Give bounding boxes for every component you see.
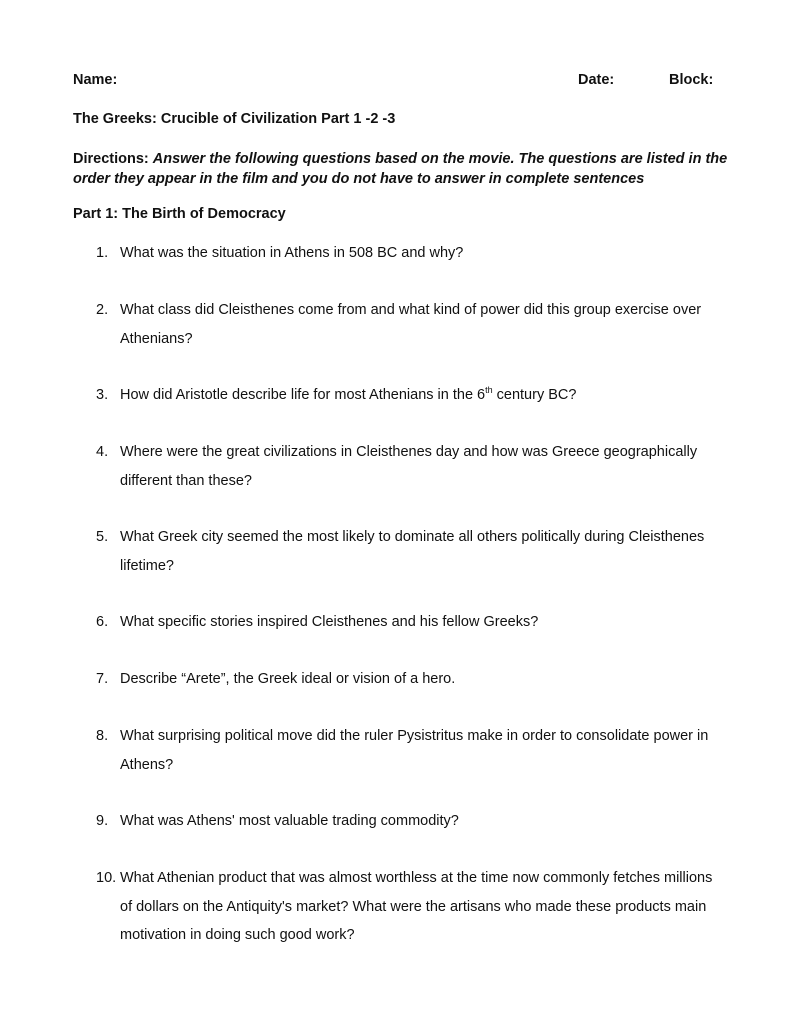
directions [73, 149, 733, 189]
worksheet-title: The Greeks: Crucible of Civilization Part 1 -2 -3 [73, 111, 396, 127]
question-text: What was the situation in Athens in 508 BC and why? [120, 245, 464, 261]
question-6 [96, 608, 726, 637]
superscript: th [485, 385, 493, 396]
question-text: Where were the great civilizations in Cleisthenes day and how was Greece geographically different than these? [120, 444, 698, 489]
header-row [73, 72, 713, 94]
question-number: 6. [96, 614, 109, 630]
question-number: 4. [96, 444, 109, 460]
question-4 [96, 438, 726, 495]
question-text: What surprising political move did the ruler Pysistritus make in order to consolidate power in Athens? [120, 728, 709, 773]
question-number: 1. [96, 245, 109, 261]
question-text: Describe “Arete”, the Greek ideal or vision of a hero. [120, 671, 456, 687]
question-5 [96, 523, 726, 580]
question-text-before: How did Aristotle describe life for most Athenians in the 6 [120, 387, 486, 403]
question-text-after: century BC? [492, 387, 577, 403]
question-number: 9. [96, 813, 109, 829]
part-heading: Part 1: The Birth of Democracy [73, 206, 286, 222]
question-text: What was Athens' most valuable trading commodity? [120, 813, 459, 829]
question-text: What Athenian product that was almost worthless at the time now commonly fetches millions of dollars on the Antiquity's market? What were the artisans who made these products main motivation in doing such good work? [120, 870, 713, 943]
question-8 [96, 722, 726, 779]
question-7 [96, 665, 726, 694]
date-label: Date: [578, 72, 615, 88]
question-1 [96, 239, 726, 268]
question-number: 2. [96, 302, 109, 318]
question-number: 8. [96, 728, 109, 744]
question-text: What class did Cleisthenes come from and what kind of power did this group exercise over Athenians? [120, 302, 702, 347]
question-2 [96, 296, 726, 353]
block-label: Block: [669, 72, 714, 88]
directions-text: Answer the following questions based on the movie. The questions are listed in the order they appear in the film and you do not have to answer in complete sentences [73, 151, 728, 187]
question-text: What Greek city seemed the most likely to dominate all others politically during Cleisthenes lifetime? [120, 529, 705, 574]
question-10 [96, 864, 726, 950]
question-text: What specific stories inspired Cleisthenes and his fellow Greeks? [120, 614, 539, 630]
directions-label: Directions: [73, 151, 149, 167]
question-9 [96, 807, 726, 836]
question-number: 10. [96, 870, 117, 886]
question-text [120, 381, 726, 410]
question-number: 3. [96, 387, 109, 403]
question-number: 7. [96, 671, 109, 687]
question-number: 5. [96, 529, 109, 545]
name-label: Name: [73, 72, 118, 88]
question-3 [96, 381, 726, 410]
